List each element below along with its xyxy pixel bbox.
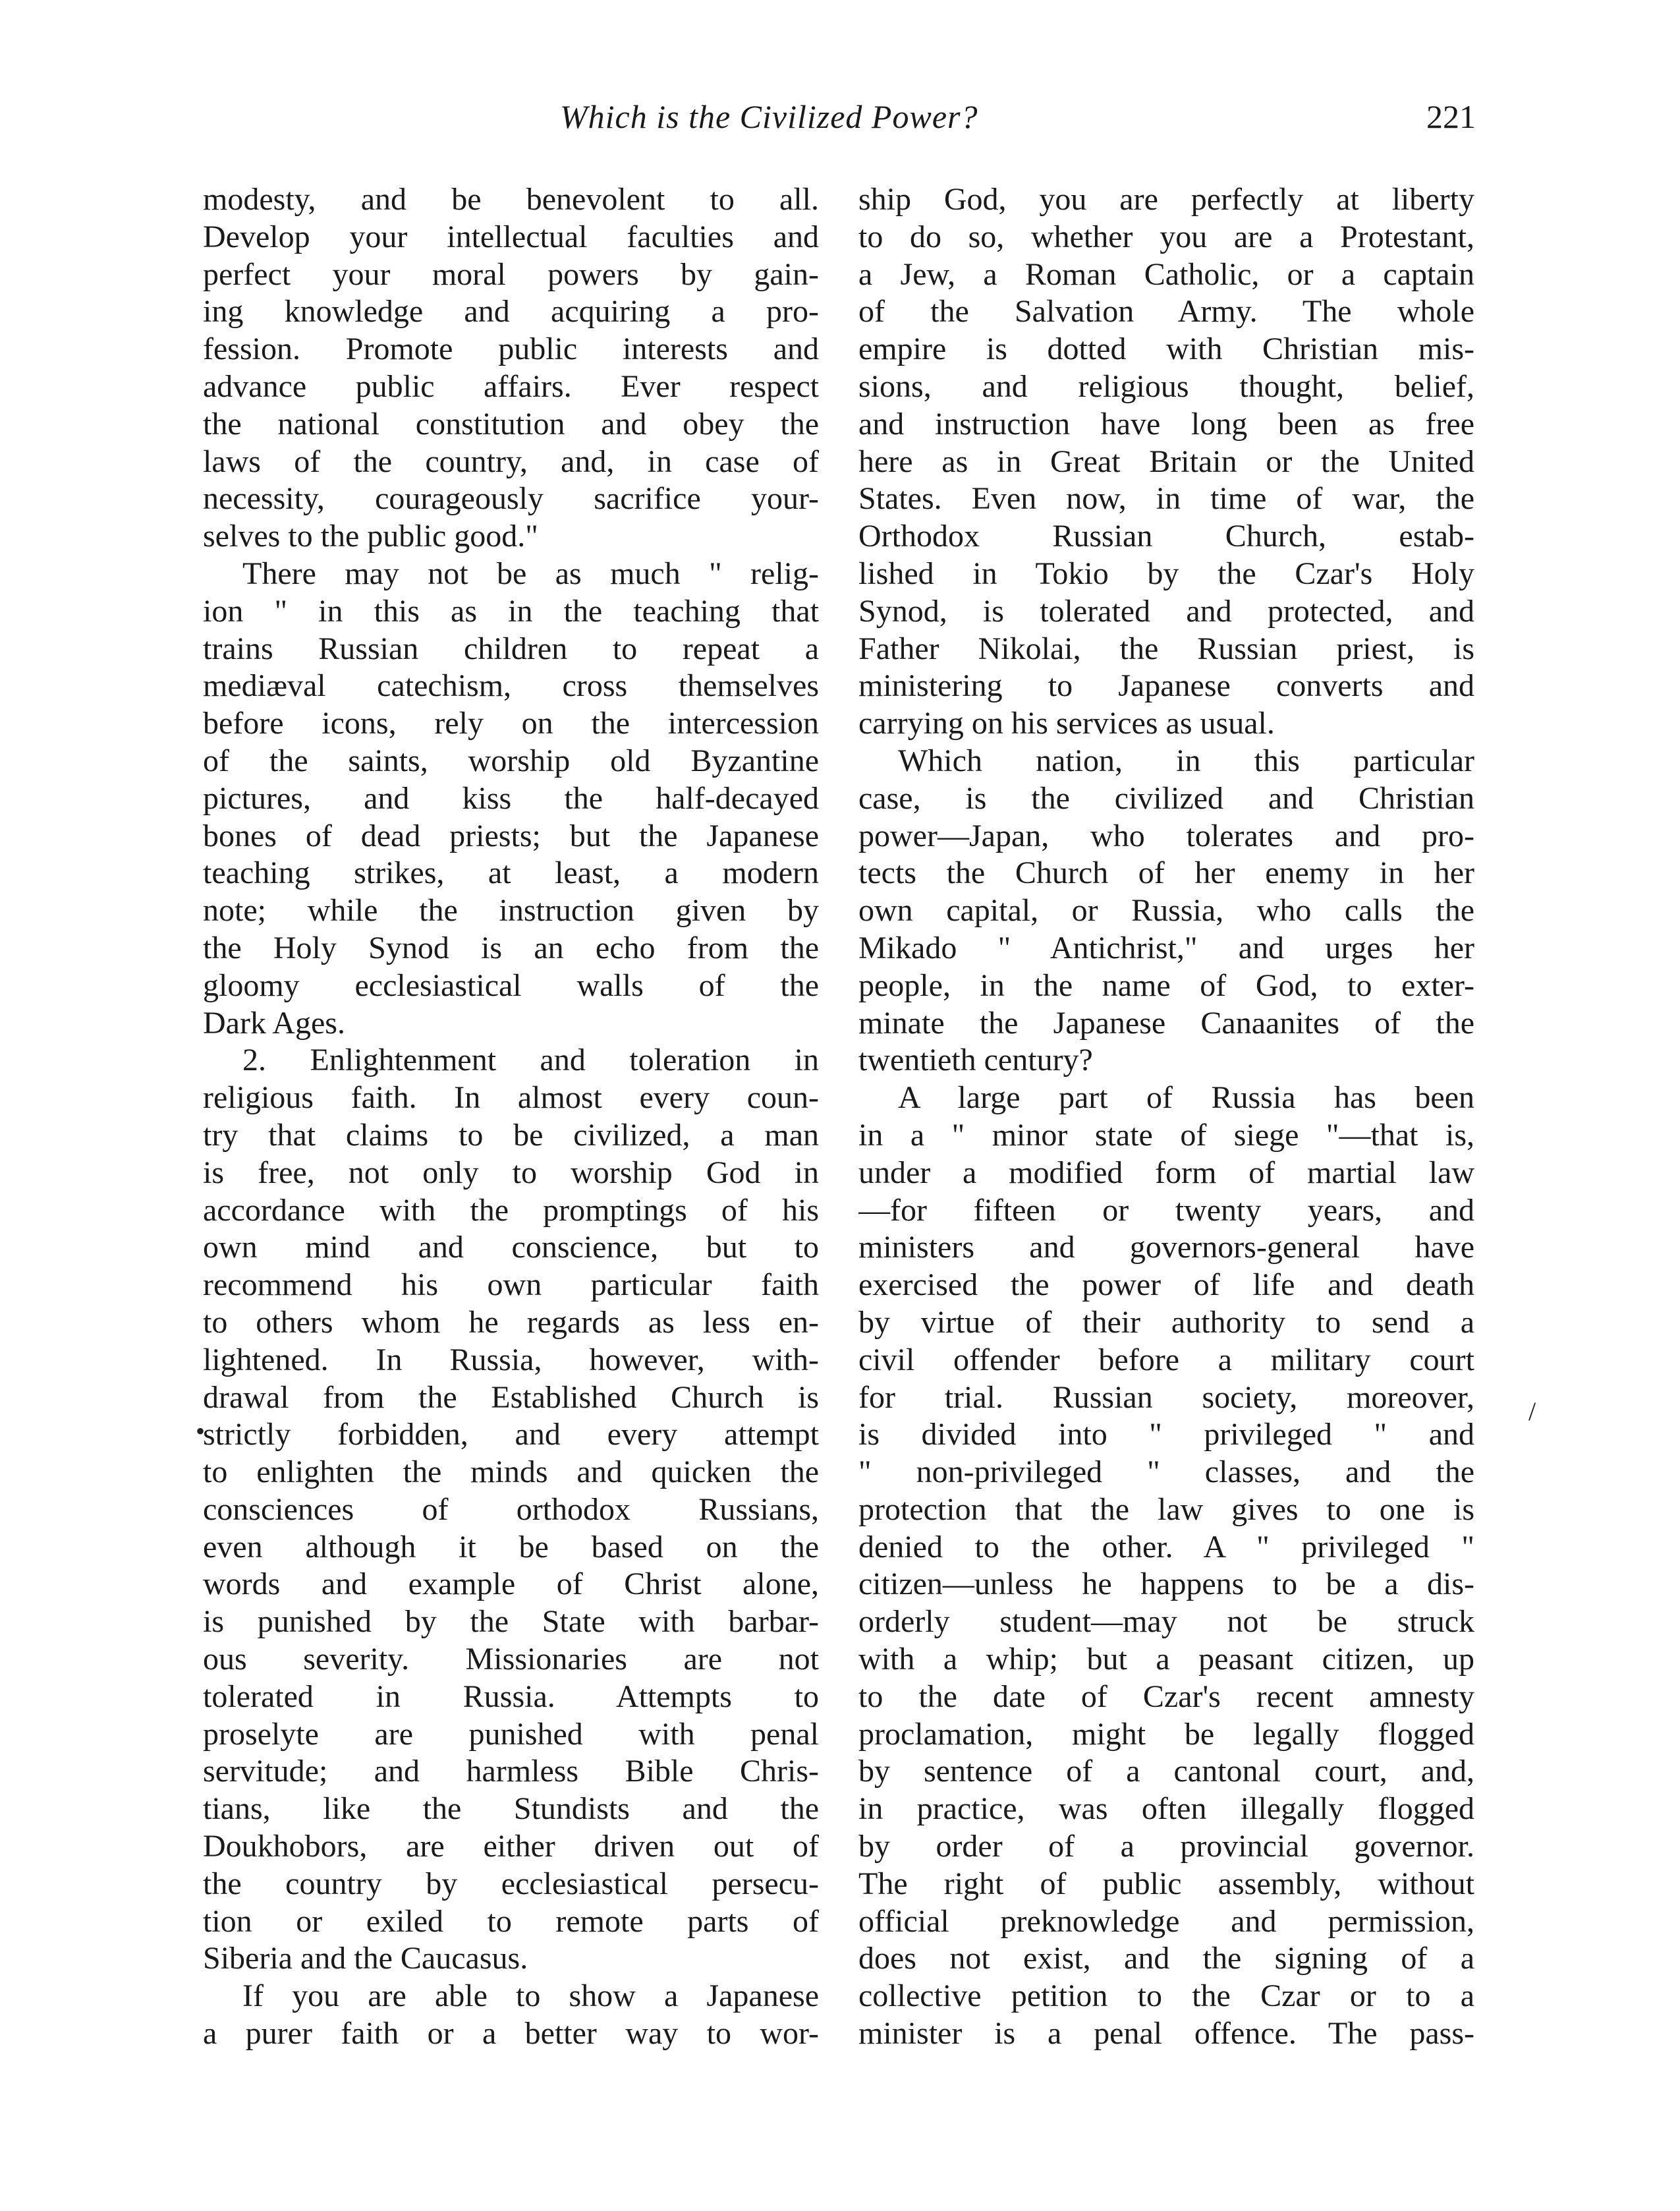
- text-line: ing knowledge and acquiring a pro-: [203, 294, 819, 330]
- text-line: Which nation, in this particular: [898, 743, 1474, 778]
- left-text-column: [203, 181, 819, 2053]
- text-line: twentieth century?: [858, 1043, 1093, 1078]
- text-line: bones of dead priests; but the Japanese: [203, 818, 819, 853]
- right-text-column: [858, 181, 1474, 2053]
- text-line: tians, like the Stundists and the: [203, 1791, 819, 1827]
- text-line: power—Japan, who tolerates and pro-: [858, 818, 1474, 853]
- text-line: with a whip; but a peasant citizen, up: [858, 1642, 1474, 1677]
- text-line: mediæval catechism, cross themselves: [203, 668, 819, 704]
- text-line: of the Salvation Army. The whole: [858, 294, 1474, 330]
- text-line: Mikado " Antichrist," and urges her: [858, 930, 1474, 965]
- text-line: to do so, whether you are a Protestant,: [858, 219, 1474, 254]
- text-line: fession. Promote public interests and: [203, 331, 819, 367]
- text-line: words and example of Christ alone,: [203, 1566, 819, 1602]
- text-line: lished in Tokio by the Czar's Holy: [858, 556, 1474, 591]
- text-line: gloomy ecclesiastical walls of the: [203, 967, 819, 1003]
- text-line: If you are able to show a Japanese: [242, 1978, 819, 2014]
- text-line: minister is a penal offence. The pass-: [858, 2016, 1474, 2052]
- text-line: teaching strikes, at least, a modern: [203, 855, 819, 891]
- text-line: servitude; and harmless Bible Chris-: [203, 1754, 819, 1789]
- text-line: before icons, rely on the intercession: [203, 706, 819, 741]
- text-line: in a " minor state of siege "—that is,: [858, 1117, 1474, 1153]
- text-line: strictly forbidden, and every attempt: [203, 1417, 819, 1452]
- text-line: perfect your moral powers by gain-: [203, 256, 819, 292]
- text-line: Dark Ages.: [203, 1005, 345, 1041]
- margin-stroke-mark: /: [1528, 1396, 1536, 1426]
- text-line: —for fifteen or twenty years, and: [858, 1192, 1474, 1228]
- text-line: citizen—unless he happens to be a dis-: [858, 1566, 1474, 1602]
- text-line: religious faith. In almost every coun-: [203, 1080, 819, 1116]
- text-line: by virtue of their authority to send a: [858, 1304, 1474, 1340]
- text-line: to the date of Czar's recent amnesty: [858, 1679, 1474, 1714]
- text-line: " non-privileged " classes, and the: [858, 1454, 1474, 1490]
- text-line: by sentence of a cantonal court, and,: [858, 1754, 1474, 1789]
- text-line: States. Even now, in time of war, the: [858, 481, 1474, 517]
- text-line: the national constitution and obey the: [203, 406, 819, 442]
- text-line: proselyte are punished with penal: [203, 1716, 819, 1752]
- text-line: carrying on his services as usual.: [858, 706, 1275, 741]
- text-line: and instruction have long been as free: [858, 406, 1474, 442]
- text-line: of the saints, worship old Byzantine: [203, 743, 819, 778]
- text-line: own capital, or Russia, who calls the: [858, 893, 1474, 929]
- text-line: the Holy Synod is an echo from the: [203, 930, 819, 965]
- text-line: is punished by the State with barbar-: [203, 1604, 819, 1640]
- text-line: collective petition to the Czar or to a: [858, 1978, 1474, 2014]
- text-line: accordance with the promptings of his: [203, 1192, 819, 1228]
- text-line: Orthodox Russian Church, estab-: [858, 519, 1474, 554]
- text-line: There may not be as much " relig-: [242, 556, 819, 591]
- text-line: trains Russian children to repeat a: [203, 631, 819, 666]
- text-line: proclamation, might be legally flogged: [858, 1716, 1474, 1752]
- text-line: consciences of orthodox Russians,: [203, 1491, 819, 1527]
- text-line: ous severity. Missionaries are not: [203, 1642, 819, 1677]
- text-line: tects the Church of her enemy in her: [858, 855, 1474, 891]
- text-line: under a modified form of martial law: [858, 1155, 1474, 1190]
- text-line: try that claims to be civilized, a man: [203, 1117, 819, 1153]
- page-header: [198, 98, 1476, 150]
- text-line: people, in the name of God, to exter-: [858, 967, 1474, 1003]
- text-line: civil offender before a military court: [858, 1342, 1474, 1377]
- running-title: Which is the Civilized Power?: [560, 98, 978, 135]
- text-line: selves to the public good.": [203, 519, 538, 554]
- text-line: orderly student—may not be struck: [858, 1604, 1474, 1640]
- text-line: drawal from the Established Church is: [203, 1379, 819, 1415]
- text-line: is divided into " privileged " and: [858, 1417, 1474, 1452]
- text-line: A large part of Russia has been: [898, 1080, 1474, 1116]
- text-line: sions, and religious thought, belief,: [858, 368, 1474, 404]
- text-line: Develop your intellectual faculties and: [203, 219, 819, 254]
- text-line: a purer faith or a better way to wor-: [203, 2016, 819, 2052]
- text-line: for trial. Russian society, moreover,: [858, 1379, 1474, 1415]
- text-line: protection that the law gives to one is: [858, 1491, 1474, 1527]
- text-line: ministering to Japanese converts and: [858, 668, 1474, 704]
- margin-dot-mark: •: [196, 1416, 206, 1446]
- text-line: modesty, and be benevolent to all.: [203, 182, 819, 217]
- text-line: the country by ecclesiastical persecu-: [203, 1866, 819, 1901]
- text-line: ion " in this as in the teaching that: [203, 593, 819, 629]
- text-line: to enlighten the minds and quicken the: [203, 1454, 819, 1490]
- text-line: denied to the other. A " privileged ": [858, 1529, 1474, 1565]
- text-line: recommend his own particular faith: [203, 1267, 819, 1303]
- text-line: is free, not only to worship God in: [203, 1155, 819, 1190]
- text-line: laws of the country, and, in case of: [203, 444, 819, 479]
- text-line: The right of public assembly, without: [858, 1866, 1474, 1901]
- text-line: here as in Great Britain or the United: [858, 444, 1474, 479]
- text-line: ministers and governors-general have: [858, 1230, 1474, 1265]
- text-line: by order of a provincial governor.: [858, 1829, 1474, 1864]
- text-line: own mind and conscience, but to: [203, 1230, 819, 1265]
- page-number: 221: [1426, 98, 1476, 135]
- text-line: does not exist, and the signing of a: [858, 1941, 1474, 1976]
- text-line: Synod, is tolerated and protected, and: [858, 593, 1474, 629]
- text-line: to others whom he regards as less en-: [203, 1304, 819, 1340]
- text-line: pictures, and kiss the half-decayed: [203, 780, 819, 816]
- text-line: exercised the power of life and death: [858, 1267, 1474, 1303]
- text-line: tolerated in Russia. Attempts to: [203, 1679, 819, 1714]
- text-line: Siberia and the Caucasus.: [203, 1941, 528, 1976]
- text-line: necessity, courageously sacrifice your-: [203, 481, 819, 517]
- text-line: minate the Japanese Canaanites of the: [858, 1005, 1474, 1041]
- text-line: official preknowledge and permission,: [858, 1903, 1474, 1939]
- text-line: advance public affairs. Ever respect: [203, 368, 819, 404]
- text-line: ship God, you are perfectly at liberty: [858, 182, 1474, 217]
- text-line: 2. Enlightenment and toleration in: [242, 1043, 819, 1078]
- text-line: tion or exiled to remote parts of: [203, 1903, 819, 1939]
- text-line: Father Nikolai, the Russian priest, is: [858, 631, 1474, 666]
- text-line: empire is dotted with Christian mis-: [858, 331, 1474, 367]
- text-line: in practice, was often illegally flogged: [858, 1791, 1474, 1827]
- text-line: even although it be based on the: [203, 1529, 819, 1565]
- text-line: case, is the civilized and Christian: [858, 780, 1474, 816]
- text-line: a Jew, a Roman Catholic, or a captain: [858, 256, 1474, 292]
- text-line: note; while the instruction given by: [203, 893, 819, 929]
- text-line: lightened. In Russia, however, with-: [203, 1342, 819, 1377]
- text-line: Doukhobors, are either driven out of: [203, 1829, 819, 1864]
